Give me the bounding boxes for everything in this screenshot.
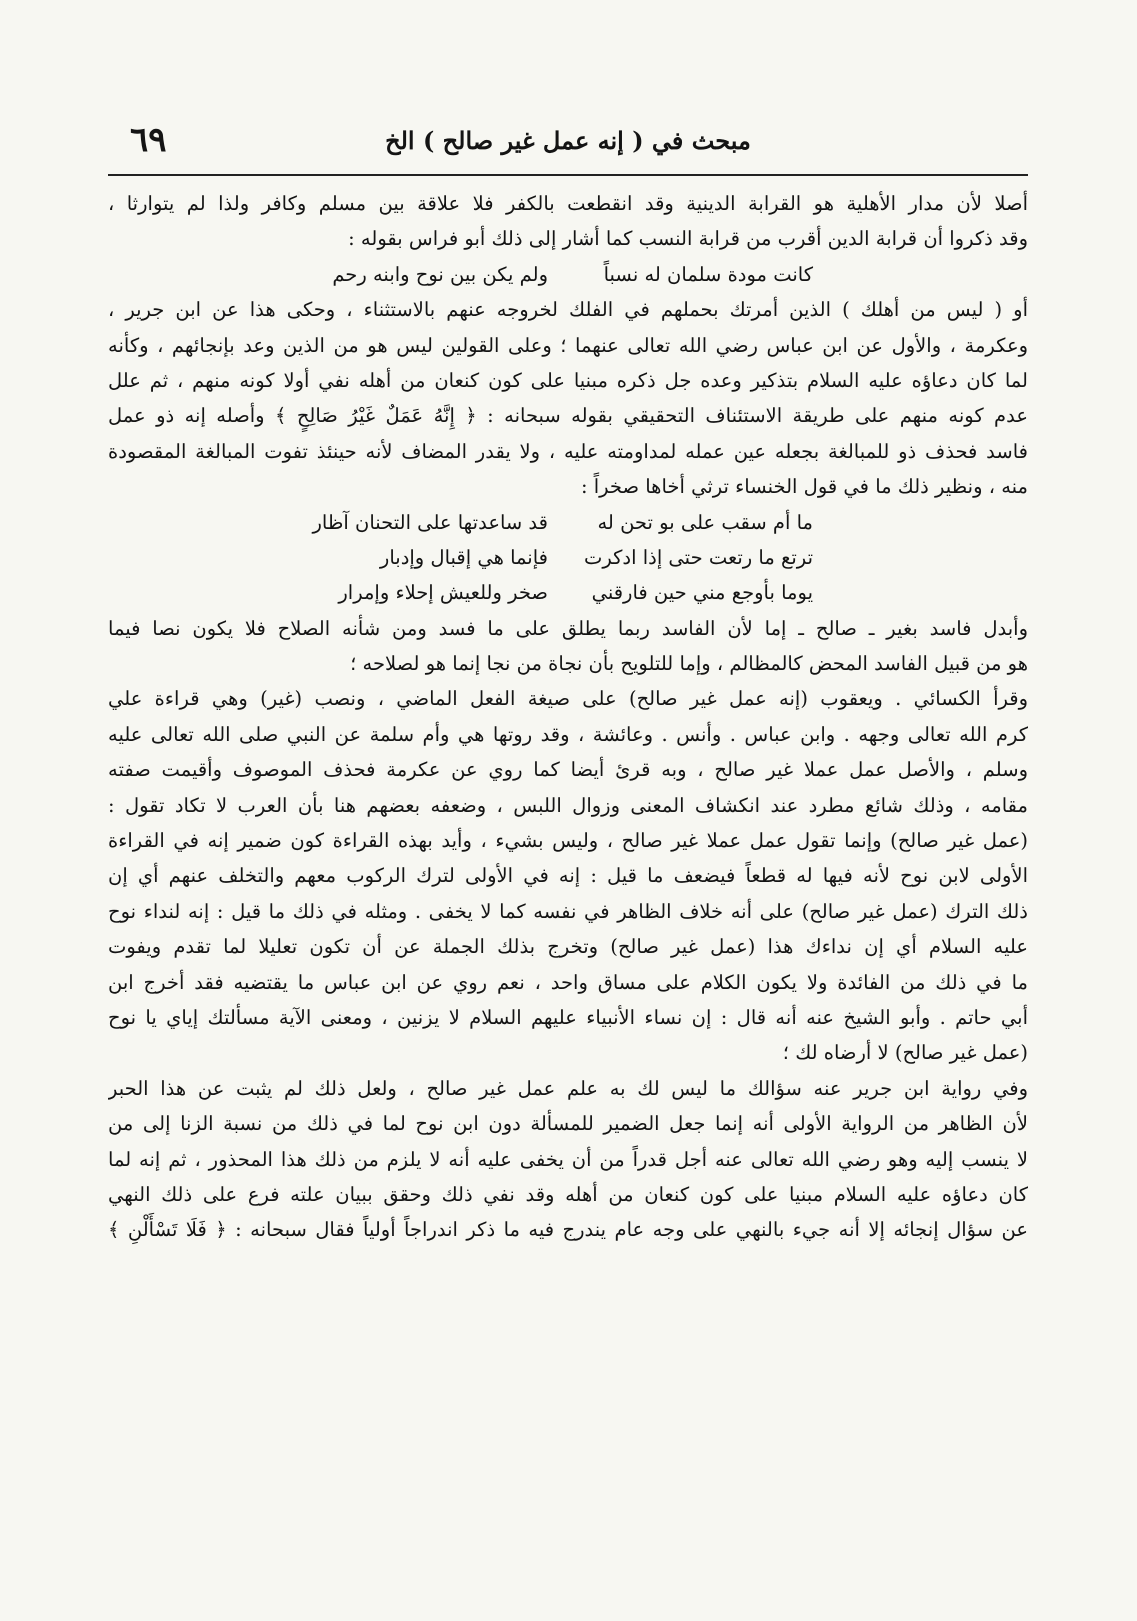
text-line: عدم كونه منهم على طريقة الاستئناف التحقيقي بقوله سبحانه : ﴿ إِنَّهُ عَمَلٌ غَيْرُ صَالِحٍ ﴾ وأصله إنه ذو عمل xyxy=(108,404,1028,428)
text-line: الأولى لابن نوح لأنه فيها له قطعاً فيضعف ما قيل : إنه في الأولى لترك الركوب معهم والتخلف عنهم أي إن xyxy=(108,864,1028,888)
text-line: عليه السلام أي إن نداءك هذا (عمل غير صالح) وتخرج بذلك الجملة عن أن تكون تعليلا لما تقدم ويفوت xyxy=(108,935,1028,959)
text-line: فاسد فحذف ذو للمبالغة بجعله عين عمله لمداومته عليه ، ولا يقدر المضاف لأنه حينئذ تفوت المبالغة المقصودة xyxy=(108,439,1028,463)
verse-hemistich-second: قد ساعدتها على التحنان آظار xyxy=(312,510,548,534)
verse-line xyxy=(108,540,1028,575)
text-line: منه ، ونظير ذلك ما في قول الخنساء ترثي أخاها صخراً : xyxy=(580,475,1028,499)
text-line: لما كان دعاؤه عليه السلام بتذكير وعده جل ذكره مبنيا على كون كنعان من أهله نفي أولا كونه منهم ، ثم علل xyxy=(108,368,1028,392)
text-line: عن سؤال إنجائه إلا أنه جيء بالنهي على وجه عام يندرج فيه ما ذكر اندراجاً أولياً فقال سبحانه : ﴿ فَلَا تَسْأَلْنِ ﴾ xyxy=(108,1218,1028,1242)
text-line: وقرأ الكسائي . ويعقوب (إنه عمل غير صالح) على صيغة الفعل الماضي ، ونصب (غير) وهي قراءة علي xyxy=(108,687,1028,711)
page-body xyxy=(108,176,1028,1248)
verse-hemistich-second: صخر وللعيش إحلاء وإمرار xyxy=(338,581,548,605)
text-line: وعكرمة ، والأول عن ابن عباس رضي الله تعالى عنهما ؛ وعلى القولين ليس هو من الذين وعد بإنجائهم ، وكأنه xyxy=(108,333,1028,357)
text-line: مقامه ، وذلك شائع مطرد عند انكشاف المعنى وزوال اللبس ، وضعفه بعضهم هنا بأن العرب لا تكاد تقول : xyxy=(108,793,1028,817)
verse-hemistich-first: ما أم سقب على بو تحن له xyxy=(597,510,813,534)
text-line: كرم الله تعالى وجهه . وابن عباس . وأنس . وعائشة ، وقد روتها هي وأم سلمة عن النبي صلى الله تعالى عليه xyxy=(108,722,1028,746)
running-title: مبحث في ( إنه عمل غير صالح ) الخ xyxy=(385,126,751,155)
text-line: (عمل غير صالح) لا أرضاه لك ؛ xyxy=(782,1041,1028,1065)
text-line: لا ينسب إليه وهو رضي الله تعالى عنه أجل قدراً من أن يخفى عليه أنه لا يلزم من ذلك هذا المحذور ، ثم إنه لما xyxy=(108,1147,1028,1171)
text-line: كان دعاؤه عليه السلام مبنيا على كون كنعان من أهله وقد نفي ذلك وحقق ببيان علته فرع على ذلك النهي xyxy=(108,1182,1028,1206)
text-line: لأن الظاهر من الرواية الأولى أنه إنما جعل الضمير للمسألة دون ابن نوح لما في ذلك من نسبة الزنا إلى من xyxy=(108,1112,1028,1136)
text-line: وسلم ، والأصل عمل عملا غير صالح ، وبه قرئ أيضا كما روي عن عكرمة فحذف الموصوف وأقيمت صفته xyxy=(108,758,1028,782)
text-line: أبي حاتم . وأبو الشيخ عنه أنه قال : إن نساء الأنبياء عليهم السلام لا يزنين ، ومعنى الآية مسألتك إياي يا نوح xyxy=(108,1005,1028,1029)
verse-hemistich-first: يوما بأوجع مني حين فارقني xyxy=(591,581,813,605)
text-line: أو ( ليس من أهلك ) الذين أمرتك بحملهم في الفلك لخروجه عنهم بالاستثناء ، وحكى هذا عن ابن جرير ، xyxy=(108,298,1028,322)
book-page xyxy=(108,118,1028,1248)
text-line: أصلا لأن مدار الأهلية هو القرابة الدينية وقد انقطعت بالكفر فلا علاقة بين مسلم وكافر ولذا لم يتوارثا ، xyxy=(108,192,1028,215)
page-header xyxy=(108,118,1028,176)
verse-hemistich-second: ولم يكن بين نوح وابنه رحم xyxy=(332,262,548,286)
verse-hemistich-first: كانت مودة سلمان له نسباً xyxy=(603,262,813,286)
verse-line xyxy=(108,575,1028,610)
page-number: ٦٩ xyxy=(130,120,167,160)
text-line: (عمل غير صالح) وإنما تقول عمل عملا غير صالح ، وليس بشيء ، وأيد بهذه القراءة كون ضمير إنه في القراءة xyxy=(108,829,1028,853)
text-line: ذلك الترك (عمل غير صالح) على أنه خلاف الظاهر في نفسه كما لا يخفى . ومثله في ذلك ما قيل : إنه لنداء نوح xyxy=(108,899,1028,923)
verse-line xyxy=(108,505,1028,540)
verse-hemistich-second: فإنما هي إقبال وإدبار xyxy=(379,545,548,569)
text-line: ما في ذلك من الفائدة ولا يكون الكلام على مساق واحد ، نعم روي عن ابن عباس ما يقتضيه فقد أخرج ابن xyxy=(108,970,1028,994)
verse-line xyxy=(108,257,1028,292)
text-line: وقد ذكروا أن قرابة الدين أقرب من قرابة النسب كما أشار إلى ذلك أبو فراس بقوله : xyxy=(348,227,1028,251)
text-line: وأبدل فاسد بغير ـ صالح ـ إما لأن الفاسد ربما يطلق على ما فسد ومن شأنه الصلاح فلا يكون نصا فيما xyxy=(108,616,1028,640)
text-line: هو من قبيل الفاسد المحض كالمظالم ، وإما للتلويح بأن نجاة من نجا إنما هو لصلاحه ؛ xyxy=(350,652,1028,676)
text-line: وفي رواية ابن جرير عنه سؤالك ما ليس لك به علم عمل غير صالح ، ولعل ذلك لم يثبت عن هذا الحبر xyxy=(108,1076,1028,1100)
verse-hemistich-first: ترتع ما رتعت حتى إذا ادكرت xyxy=(584,545,813,569)
